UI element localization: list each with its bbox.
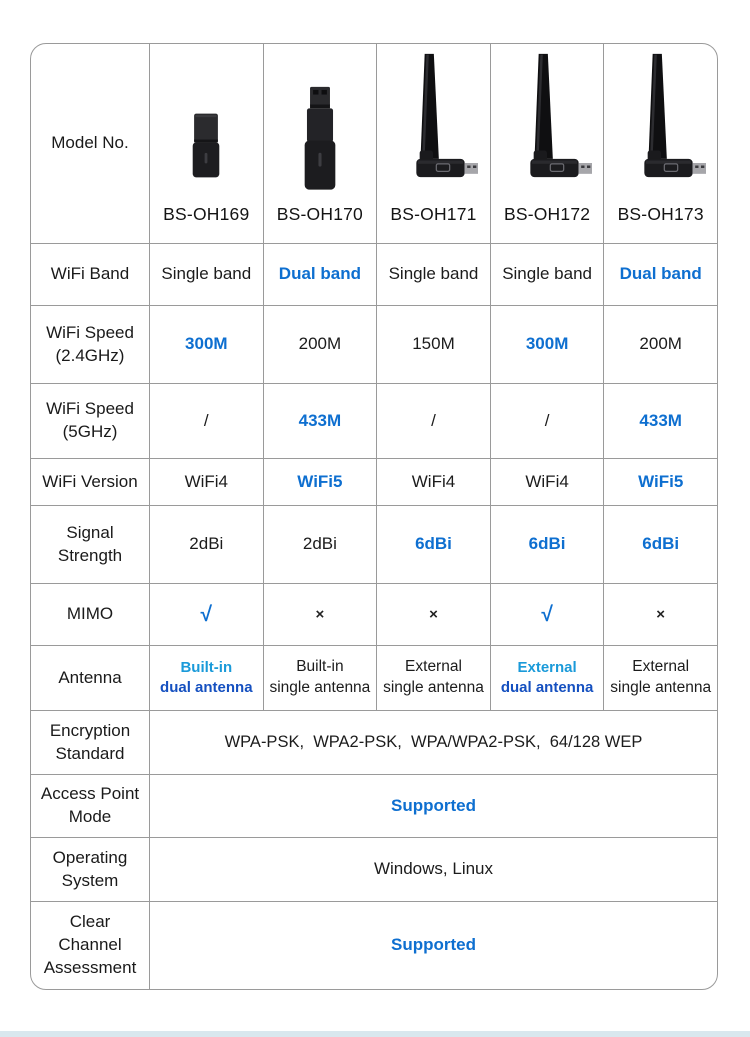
row-header-label: Clear Channel Assessment [43, 912, 137, 977]
cell-value: / [544, 410, 550, 430]
wifi-speed5-bs-oh172 [490, 383, 604, 458]
mimo-bs-oh170 [263, 583, 377, 645]
usb-wifi-dongle-compact-icon [185, 98, 227, 193]
row-header-label: MIMO [66, 604, 114, 624]
antenna-bs-oh171 [376, 645, 490, 710]
cell-value: 6dBi [528, 534, 566, 554]
row-header-label: WiFi Band [50, 264, 130, 284]
cell-value: Single band [388, 264, 479, 284]
cell-value: 6dBi [642, 534, 680, 554]
signal-strength-bs-oh173 [603, 505, 717, 583]
row-header-label: WiFi Speed (2.4GHz) [46, 322, 134, 365]
cell-value: WiFi5 [297, 471, 343, 491]
wifi-band-bs-oh171 [376, 243, 490, 305]
cell-value: / [203, 410, 209, 430]
cross-icon: × [429, 606, 438, 623]
check-icon: √ [541, 603, 553, 626]
clear-channel-assessment-value [149, 901, 717, 989]
wifi-band-bs-oh173 [603, 243, 717, 305]
row-header-model-no [31, 44, 149, 243]
signal-strength-bs-oh171 [376, 505, 490, 583]
operating-system-value [149, 837, 717, 901]
wifi-version-bs-oh169 [149, 458, 263, 505]
wifi-speed5-bs-oh169 [149, 383, 263, 458]
spec-comparison-table [30, 43, 718, 990]
wifi-speed24-bs-oh169 [149, 305, 263, 383]
wifi-version-bs-oh173 [603, 458, 717, 505]
product-cell-bs-oh171 [376, 44, 490, 243]
cell-value: 2dBi [189, 534, 224, 554]
wifi-speed24-bs-oh173 [603, 305, 717, 383]
access-point-mode-value [149, 774, 717, 837]
row-header-mimo [31, 583, 149, 645]
cell-value: Dual band [619, 264, 702, 284]
spec-grid [31, 44, 717, 989]
product-cell-bs-oh169 [149, 44, 263, 243]
row-header-label: Model No. [51, 133, 129, 153]
wifi-speed24-bs-oh170 [263, 305, 377, 383]
usb-wifi-dongle-with-plug-icon [297, 85, 343, 193]
model-number-label: BS-OH169 [163, 204, 250, 225]
row-header-wifi-speed-5ghz [31, 383, 149, 458]
row-header-wifi-speed-24ghz [31, 305, 149, 383]
model-number-label: BS-OH170 [276, 204, 363, 225]
row-header-label: WiFi Speed (5GHz) [46, 399, 134, 441]
model-number-label: BS-OH171 [390, 204, 477, 225]
antenna-bs-oh173 [603, 645, 717, 710]
signal-strength-bs-oh170 [263, 505, 377, 583]
wifi-band-bs-oh169 [149, 243, 263, 305]
row-header-wifi-version [31, 458, 149, 505]
antenna-count: single antenna [269, 679, 371, 696]
antenna-type: External [405, 658, 462, 676]
product-cell-bs-oh173 [603, 44, 717, 243]
cell-value: 300M [525, 334, 569, 354]
row-header-label: Antenna [58, 667, 122, 687]
cell-value: Windows, Linux [373, 859, 494, 879]
row-header-clear-channel-assessment [31, 901, 149, 989]
wifi-band-bs-oh172 [490, 243, 604, 305]
model-number-label: BS-OH173 [617, 204, 704, 225]
cross-icon: × [656, 606, 666, 623]
cell-value: / [431, 410, 436, 430]
row-header-label: WiFi Version [42, 471, 138, 491]
row-header-signal-strength [31, 505, 149, 583]
cell-value: Single band [502, 264, 592, 284]
usb-wifi-dongle-external-antenna-icon [497, 44, 597, 193]
cell-value: WiFi4 [411, 471, 456, 491]
antenna-count: single antenna [610, 679, 712, 696]
product-cell-bs-oh170 [263, 44, 377, 243]
signal-strength-bs-oh169 [149, 505, 263, 583]
wifi-band-bs-oh170 [263, 243, 377, 305]
cell-value: WiFi4 [184, 471, 229, 491]
cell-value: 433M [639, 410, 682, 430]
usb-wifi-dongle-external-antenna-icon [611, 44, 711, 193]
antenna-type: Built-in [296, 658, 344, 676]
signal-strength-bs-oh172 [490, 505, 604, 583]
antenna-type: External [632, 658, 690, 676]
cell-value: 150M [412, 334, 455, 354]
antenna-count: single antenna [383, 679, 484, 696]
row-header-antenna [31, 645, 149, 710]
wifi-version-bs-oh172 [490, 458, 604, 505]
antenna-count: dual antenna [500, 679, 594, 696]
bottom-section-divider [0, 1031, 750, 1037]
cell-value: 433M [298, 410, 342, 430]
wifi-speed24-bs-oh172 [490, 305, 604, 383]
antenna-bs-oh169 [149, 645, 263, 710]
cell-value: 200M [639, 334, 682, 354]
cell-value: Supported [390, 795, 476, 815]
cell-value: 6dBi [415, 534, 452, 554]
mimo-bs-oh169 [149, 583, 263, 645]
wifi-speed5-bs-oh173 [603, 383, 717, 458]
usb-wifi-dongle-external-antenna-icon [383, 44, 483, 193]
row-header-operating-system [31, 837, 149, 901]
cross-icon: × [315, 606, 325, 623]
antenna-bs-oh172 [490, 645, 604, 710]
cell-value: 200M [298, 334, 342, 354]
cell-value: Single band [161, 264, 252, 284]
cell-value: 2dBi [302, 534, 337, 554]
cell-value: WPA-PSK, WPA2-PSK, WPA/WPA2-PSK, 64/128 WEP [224, 733, 643, 752]
antenna-bs-oh170 [263, 645, 377, 710]
row-header-wifi-band [31, 243, 149, 305]
wifi-speed24-bs-oh171 [376, 305, 490, 383]
antenna-count: dual antenna [160, 679, 253, 696]
row-header-label: Signal Strength [57, 522, 123, 565]
row-header-label: Access Point Mode [40, 784, 140, 826]
row-header-label: Operating System [52, 847, 128, 890]
cell-value: WiFi5 [638, 471, 684, 491]
row-header-encryption-standard [31, 710, 149, 774]
mimo-bs-oh173 [603, 583, 717, 645]
wifi-version-bs-oh170 [263, 458, 377, 505]
cell-value: 300M [185, 334, 228, 354]
cell-value: WiFi4 [525, 471, 569, 491]
wifi-speed5-bs-oh171 [376, 383, 490, 458]
antenna-type: External [517, 658, 577, 676]
check-icon: √ [200, 603, 213, 626]
product-cell-bs-oh172 [490, 44, 604, 243]
cell-value: Supported [390, 935, 476, 955]
model-number-label: BS-OH172 [503, 204, 591, 225]
cell-value: Dual band [278, 264, 361, 284]
wifi-speed5-bs-oh170 [263, 383, 377, 458]
row-header-access-point-mode [31, 774, 149, 837]
antenna-type: Built-in [180, 658, 233, 676]
mimo-bs-oh171 [376, 583, 490, 645]
encryption-standard-value [149, 710, 717, 774]
row-header-label: Encryption Standard [49, 720, 131, 763]
mimo-bs-oh172 [490, 583, 604, 645]
wifi-version-bs-oh171 [376, 458, 490, 505]
